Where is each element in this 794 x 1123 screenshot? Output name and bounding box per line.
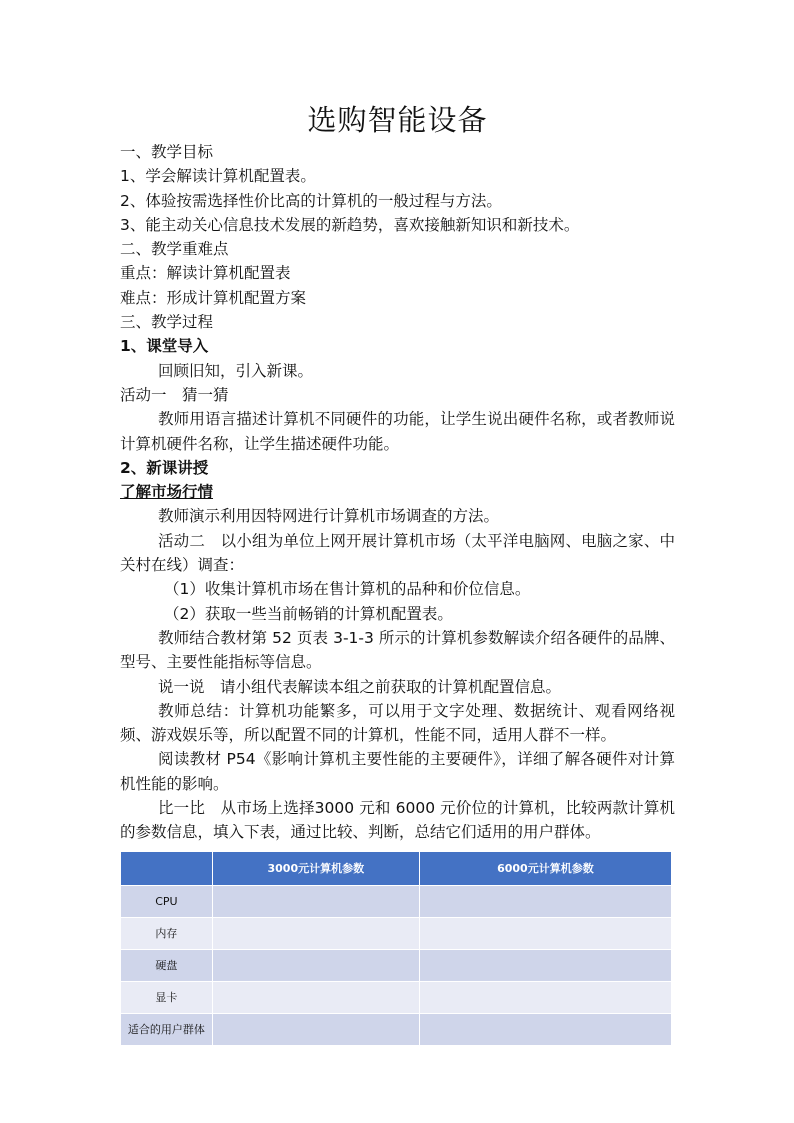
table-cell[interactable] — [212, 949, 419, 981]
table-row — [121, 981, 672, 1013]
paragraph-activity-one: 教师用语言描述计算机不同硬件的功能，让学生说出硬件名称，或者教师说计算机硬件名称，让学生描述硬件功能。 — [120, 410, 675, 453]
list-item-2: （2）获取一些当前畅销的计算机配置表。 — [164, 604, 453, 623]
paragraph-say: 说一说 请小组代表解读本组之前获取的计算机配置信息。 — [158, 677, 562, 696]
table-cell[interactable] — [212, 1013, 419, 1045]
table-row — [121, 917, 672, 949]
table-row-label: 内存 — [121, 917, 213, 949]
objective-3: 3、能主动关心信息技术发展的新趋势，喜欢接触新知识和新技术。 — [120, 215, 580, 234]
paragraph-summary: 教师总结：计算机功能繁多，可以用于文字处理、数据统计、观看网络视频、游戏娱乐等，所以配置不同的计算机，性能不同，适用人群不一样。 — [120, 701, 675, 745]
objective-1: 1、学会解读计算机配置表。 — [120, 167, 316, 186]
paragraph-reading: 阅读教材 P54《影响计算机主要性能的主要硬件》，详细了解各硬件对计算机性能的影响。 — [120, 750, 675, 793]
table-cell[interactable] — [419, 1013, 671, 1045]
list-item-1: （1）收集计算机市场在售计算机的品种和价位信息。 — [164, 580, 531, 599]
subheading-new-lesson: 2、新课讲授 — [120, 458, 209, 477]
table-cell[interactable] — [419, 949, 671, 981]
table-cell[interactable] — [212, 885, 419, 917]
section-heading-key-points: 二、教学重难点 — [120, 240, 229, 259]
table-row-label: 显卡 — [121, 981, 213, 1013]
paragraph-review: 回顾旧知，引入新课。 — [158, 361, 314, 380]
objective-2: 2、体验按需选择性价比高的计算机的一般过程与方法。 — [120, 191, 502, 210]
table-row — [121, 885, 672, 917]
paragraph-textbook: 教师结合教材第 52 页表 3-1-3 所示的计算机参数解读介绍各硬件的品牌、型号、主要性能指标等信息。 — [120, 628, 675, 672]
subheading-market: 了解市场行情 — [120, 483, 214, 502]
parameter-table — [120, 851, 672, 1046]
document-title: 选购智能设备 — [307, 103, 488, 137]
paragraph-compare: 比一比 从市场上选择3000 元和 6000 元价位的计算机，比较两款计算机的参数信息，填入下表，通过比较、判断，总结它们适用的用户群体。 — [120, 799, 675, 842]
table-row-label: CPU — [121, 885, 213, 917]
table-header-cell — [121, 851, 213, 885]
table-row — [121, 949, 672, 981]
key-point: 重点：解读计算机配置表 — [120, 264, 291, 283]
activity-one-heading: 活动一 猜一猜 — [120, 385, 229, 404]
paragraph-activity-two: 活动二 以小组为单位上网开展计算机市场（太平洋电脑网、电脑之家、中关村在线）调查： — [120, 531, 675, 575]
table-cell[interactable] — [419, 885, 671, 917]
difficult-point: 难点：形成计算机配置方案 — [120, 288, 307, 307]
table-cell[interactable] — [419, 981, 671, 1013]
table-row — [121, 1013, 672, 1045]
section-heading-process: 三、教学过程 — [120, 313, 214, 332]
table-header-cell: 6000元计算机参数 — [419, 851, 671, 885]
document-page — [120, 100, 675, 1046]
table-header-row — [121, 851, 672, 885]
table-header-cell: 3000元计算机参数 — [212, 851, 419, 885]
subheading-introduction: 1、课堂导入 — [120, 337, 209, 356]
table-cell[interactable] — [212, 917, 419, 949]
paragraph-demo: 教师演示利用因特网进行计算机市场调查的方法。 — [158, 507, 500, 526]
table-row-label: 硬盘 — [121, 949, 213, 981]
section-heading-objectives: 一、教学目标 — [120, 143, 214, 161]
table-row-label: 适合的用户群体 — [121, 1013, 213, 1045]
table-cell[interactable] — [419, 917, 671, 949]
table-cell[interactable] — [212, 981, 419, 1013]
